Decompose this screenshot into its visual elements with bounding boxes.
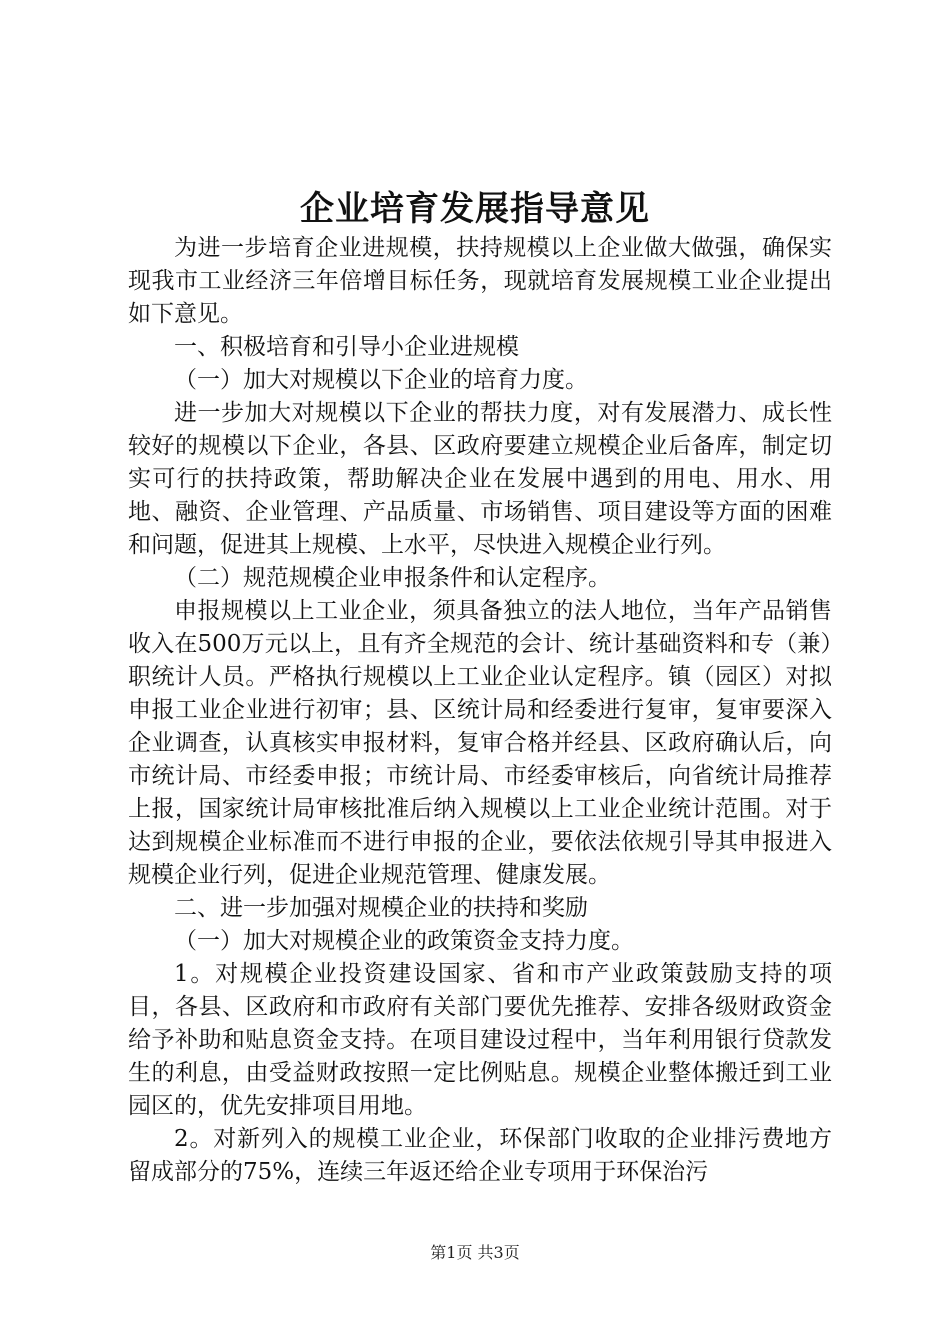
page-footer: 第1页 共3页 (430, 1243, 520, 1262)
subsection-heading-1-1: （一）加大对规模以下企业的培育力度。 (174, 367, 588, 393)
document-body (128, 232, 832, 1189)
paragraph-2-1-item-1: 1。对规模企业投资建设国家、省和市产业政策鼓励支持的项目，各县、区政府和市政府有关部门要优先推荐、安排各级财政资金给予补助和贴息资金支持。在项目建设过程中，当年利用银行贷款发生的利息，由受益财政按照一定比例贴息。规模企业整体搬迁到工业园区的，优先安排项目用地。 (128, 961, 832, 1119)
paragraph-intro: 为进一步培育企业进规模，扶持规模以上企业做大做强，确保实现我市工业经济三年倍增目标任务，现就培育发展规模工业企业提出如下意见。 (128, 235, 832, 327)
paragraph-2-1-item-2: 2。对新列入的规模工业企业，环保部门收取的企业排污费地方留成部分的75%，连续三年返还给企业专项用于环保治污 (128, 1126, 832, 1185)
subsection-heading-2-1: （一）加大对规模企业的政策资金支持力度。 (174, 928, 634, 954)
section-heading-1: 一、积极培育和引导小企业进规模 (174, 334, 519, 360)
section-heading-2: 二、进一步加强对规模企业的扶持和奖励 (174, 895, 588, 921)
paragraph-1-1: 进一步加大对规模以下企业的帮扶力度，对有发展潜力、成长性较好的规模以下企业，各县、区政府要建立规模企业后备库，制定切实可行的扶持政策，帮助解决企业在发展中遇到的用电、用水、用地、融资、企业管理、产品质量、市场销售、项目建设等方面的困难和问题，促进其上规模、上水平，尽快进入规模企业行列。 (128, 400, 832, 558)
subsection-heading-1-2: （二）规范规模企业申报条件和认定程序。 (174, 565, 611, 591)
document-title: 企业培育发展指导意见 (300, 189, 650, 229)
paragraph-1-2: 申报规模以上工业企业，须具备独立的法人地位，当年产品销售收入在500万元以上，且有齐全规范的会计、统计基础资料和专（兼）职统计人员。严格执行规模以上工业企业认定程序。镇（园区）对拟申报工业企业进行初审；县、区统计局和经委进行复审，复审要深入企业调查，认真核实申报材料，复审合格并经县、区政府确认后，向市统计局、市经委申报；市统计局、市经委审核后，向省统计局推荐上报，国家统计局审核批准后纳入规模以上工业企业统计范围。对于达到规模企业标准而不进行申报的企业，要依法依规引导其申报进入规模企业行列，促进企业规范管理、健康发展。 (128, 598, 832, 888)
